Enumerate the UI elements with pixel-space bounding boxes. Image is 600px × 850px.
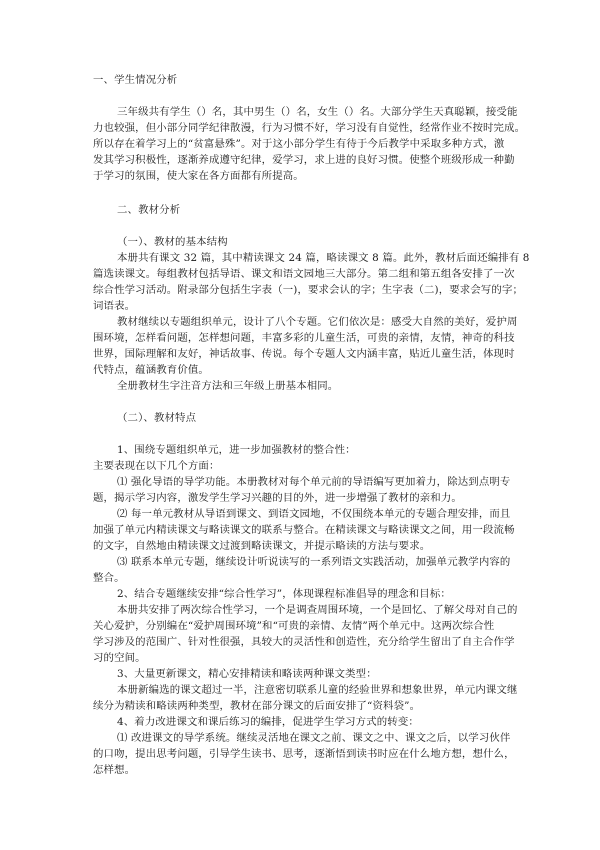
paragraph-line: 学习涉及的范围广、针对性很强，具较大的灵活性和创造性，充分给学生留出了自主合作学 [93, 636, 515, 648]
paragraph-line: 教材继续以专题组织单元，设计了八个专题。它们依次是：感受大自然的美好，爱护周 [117, 316, 518, 328]
paragraph-line: 本册共安排了两次综合性学习，一个是调查周围环境，一个是回忆、了解父母对自己的 [117, 604, 518, 616]
subsection-heading-features: （二）、教材特点 [117, 412, 197, 424]
paragraph-line: 世界，国际理解和友好，神话故事、传说。每个专题人文内涵丰富，贴近儿童生活，体现时 [93, 348, 515, 360]
paragraph-line: 的口吻，提出思考问题，引导学生读书、思考，逐渐悟到读书时应在什么地方想，想什么， [93, 748, 515, 760]
paragraph-line: 三年级共有学生（）名，其中男生（）名，女生（）名。大部分学生天真聪颖，接受能 [117, 106, 518, 118]
paragraph-line: 于学习的氛围，使大家在各方面都有所提高。 [93, 170, 304, 182]
paragraph-line: 续分为精读和略读两种类型，教材在部分课文的后面安排了“资料袋”。 [93, 700, 421, 712]
paragraph-line: ⑴ 强化导语的导学功能。本册教材对每个单元前的导语编写更加着力，除达到点明专 [117, 476, 511, 488]
paragraph-line: 关心爱护，分别编在“爱护周围环境”和“可贵的亲情、友情”两个单元中。这两次综合性 [93, 620, 495, 632]
subsection-heading-structure: （一）、教材的基本结构 [117, 236, 228, 248]
paragraph-line: 词语表。 [93, 300, 136, 312]
section-heading-textbook-analysis: 二、教材分析 [117, 204, 181, 216]
paragraph-line: 题，揭示学习内容，激发学生学习兴趣的目的外，进一步增强了教材的亲和力。 [93, 492, 462, 504]
paragraph-line: ⑵ 每一单元教材从导语到课文、到语文园地，不仅围绕本单元的专题合理安排，而且 [117, 508, 511, 520]
feature-title-1: 1、围绕专题组织单元，进一步加强教材的整合性： [117, 444, 356, 456]
paragraph-line: 本册新编选的课文超过一半，注意密切联系儿童的经验世界和想象世界，单元内课文继 [117, 684, 518, 696]
feature-title-2: 2、结合专题继续安排“综合性学习”，体现课程标准倡导的理念和目标： [117, 588, 451, 600]
feature-title-3: 3、大量更新课文，精心安排精读和略读两种课文类型： [117, 668, 377, 680]
paragraph-line: ⑴ 改进课文的导学系统。继续灵活地在课文之前、课文之中、课文之后，以学习伙伴 [117, 732, 511, 744]
paragraph-line: 主要表现在以下几个方面： [93, 460, 220, 472]
paragraph-line: 所以存在着学习上的“贫富悬殊”。对于这小部分学生有待于今后教学中采取多种方式，激 [93, 138, 505, 150]
paragraph-line: ⑶ 联系本单元专题，继续设计听说读写的一系列语文实践活动，加强单元教学内容的 [117, 556, 511, 568]
paragraph-line: 发其学习积极性，逐渐养成遵守纪律，爱学习，求上进的良好习惯。使整个班级形成一种勤 [93, 154, 515, 166]
paragraph-line: 怎样想。 [93, 764, 136, 776]
paragraph-line: 篇选读课文。每组教材包括导语、课文和语文园地三大部分。第二组和第五组各安排了一次 [93, 268, 515, 280]
section-heading-student-analysis: 一、学生情况分析 [93, 74, 178, 86]
feature-title-4: 4、着力改进课文和课后练习的编排，促进学生学习方式的转变： [117, 716, 419, 728]
paragraph-line: 整合。 [93, 572, 125, 584]
paragraph-line: 综合性学习活动。附录部分包括生字表（一)，要求会认的字；生字表（二)，要求会写的字； [93, 284, 524, 296]
paragraph-line: 力也较强，但小部分同学纪律散漫，行为习惯不好，学习没有自觉性，经常作业不按时完成。 [93, 122, 526, 134]
paragraph-line: 全册教材生字注音方法和三年级上册基本相同。 [117, 380, 339, 392]
paragraph-line: 的文字，自然地由精读课文过渡到略读课文，并提示略读的方法与要求。 [93, 540, 431, 552]
paragraph-line: 围环境，怎样看问题，怎样想问题，丰富多彩的儿童生活，可贵的亲情，友情，神奇的科技 [93, 332, 515, 344]
paragraph-line: 习的空间。 [93, 652, 146, 664]
paragraph-line: 加强了单元内精读课文与略读课文的联系与整合。在精读课文与略读课文之间，用一段流畅 [93, 524, 515, 536]
paragraph-line: 本册共有课文 32 篇，其中精读课文 24 篇，略读课文 8 篇。此外，教材后面还编排有 8 [117, 252, 530, 264]
paragraph-line: 代特点，蕴涵教育价值。 [93, 364, 209, 376]
